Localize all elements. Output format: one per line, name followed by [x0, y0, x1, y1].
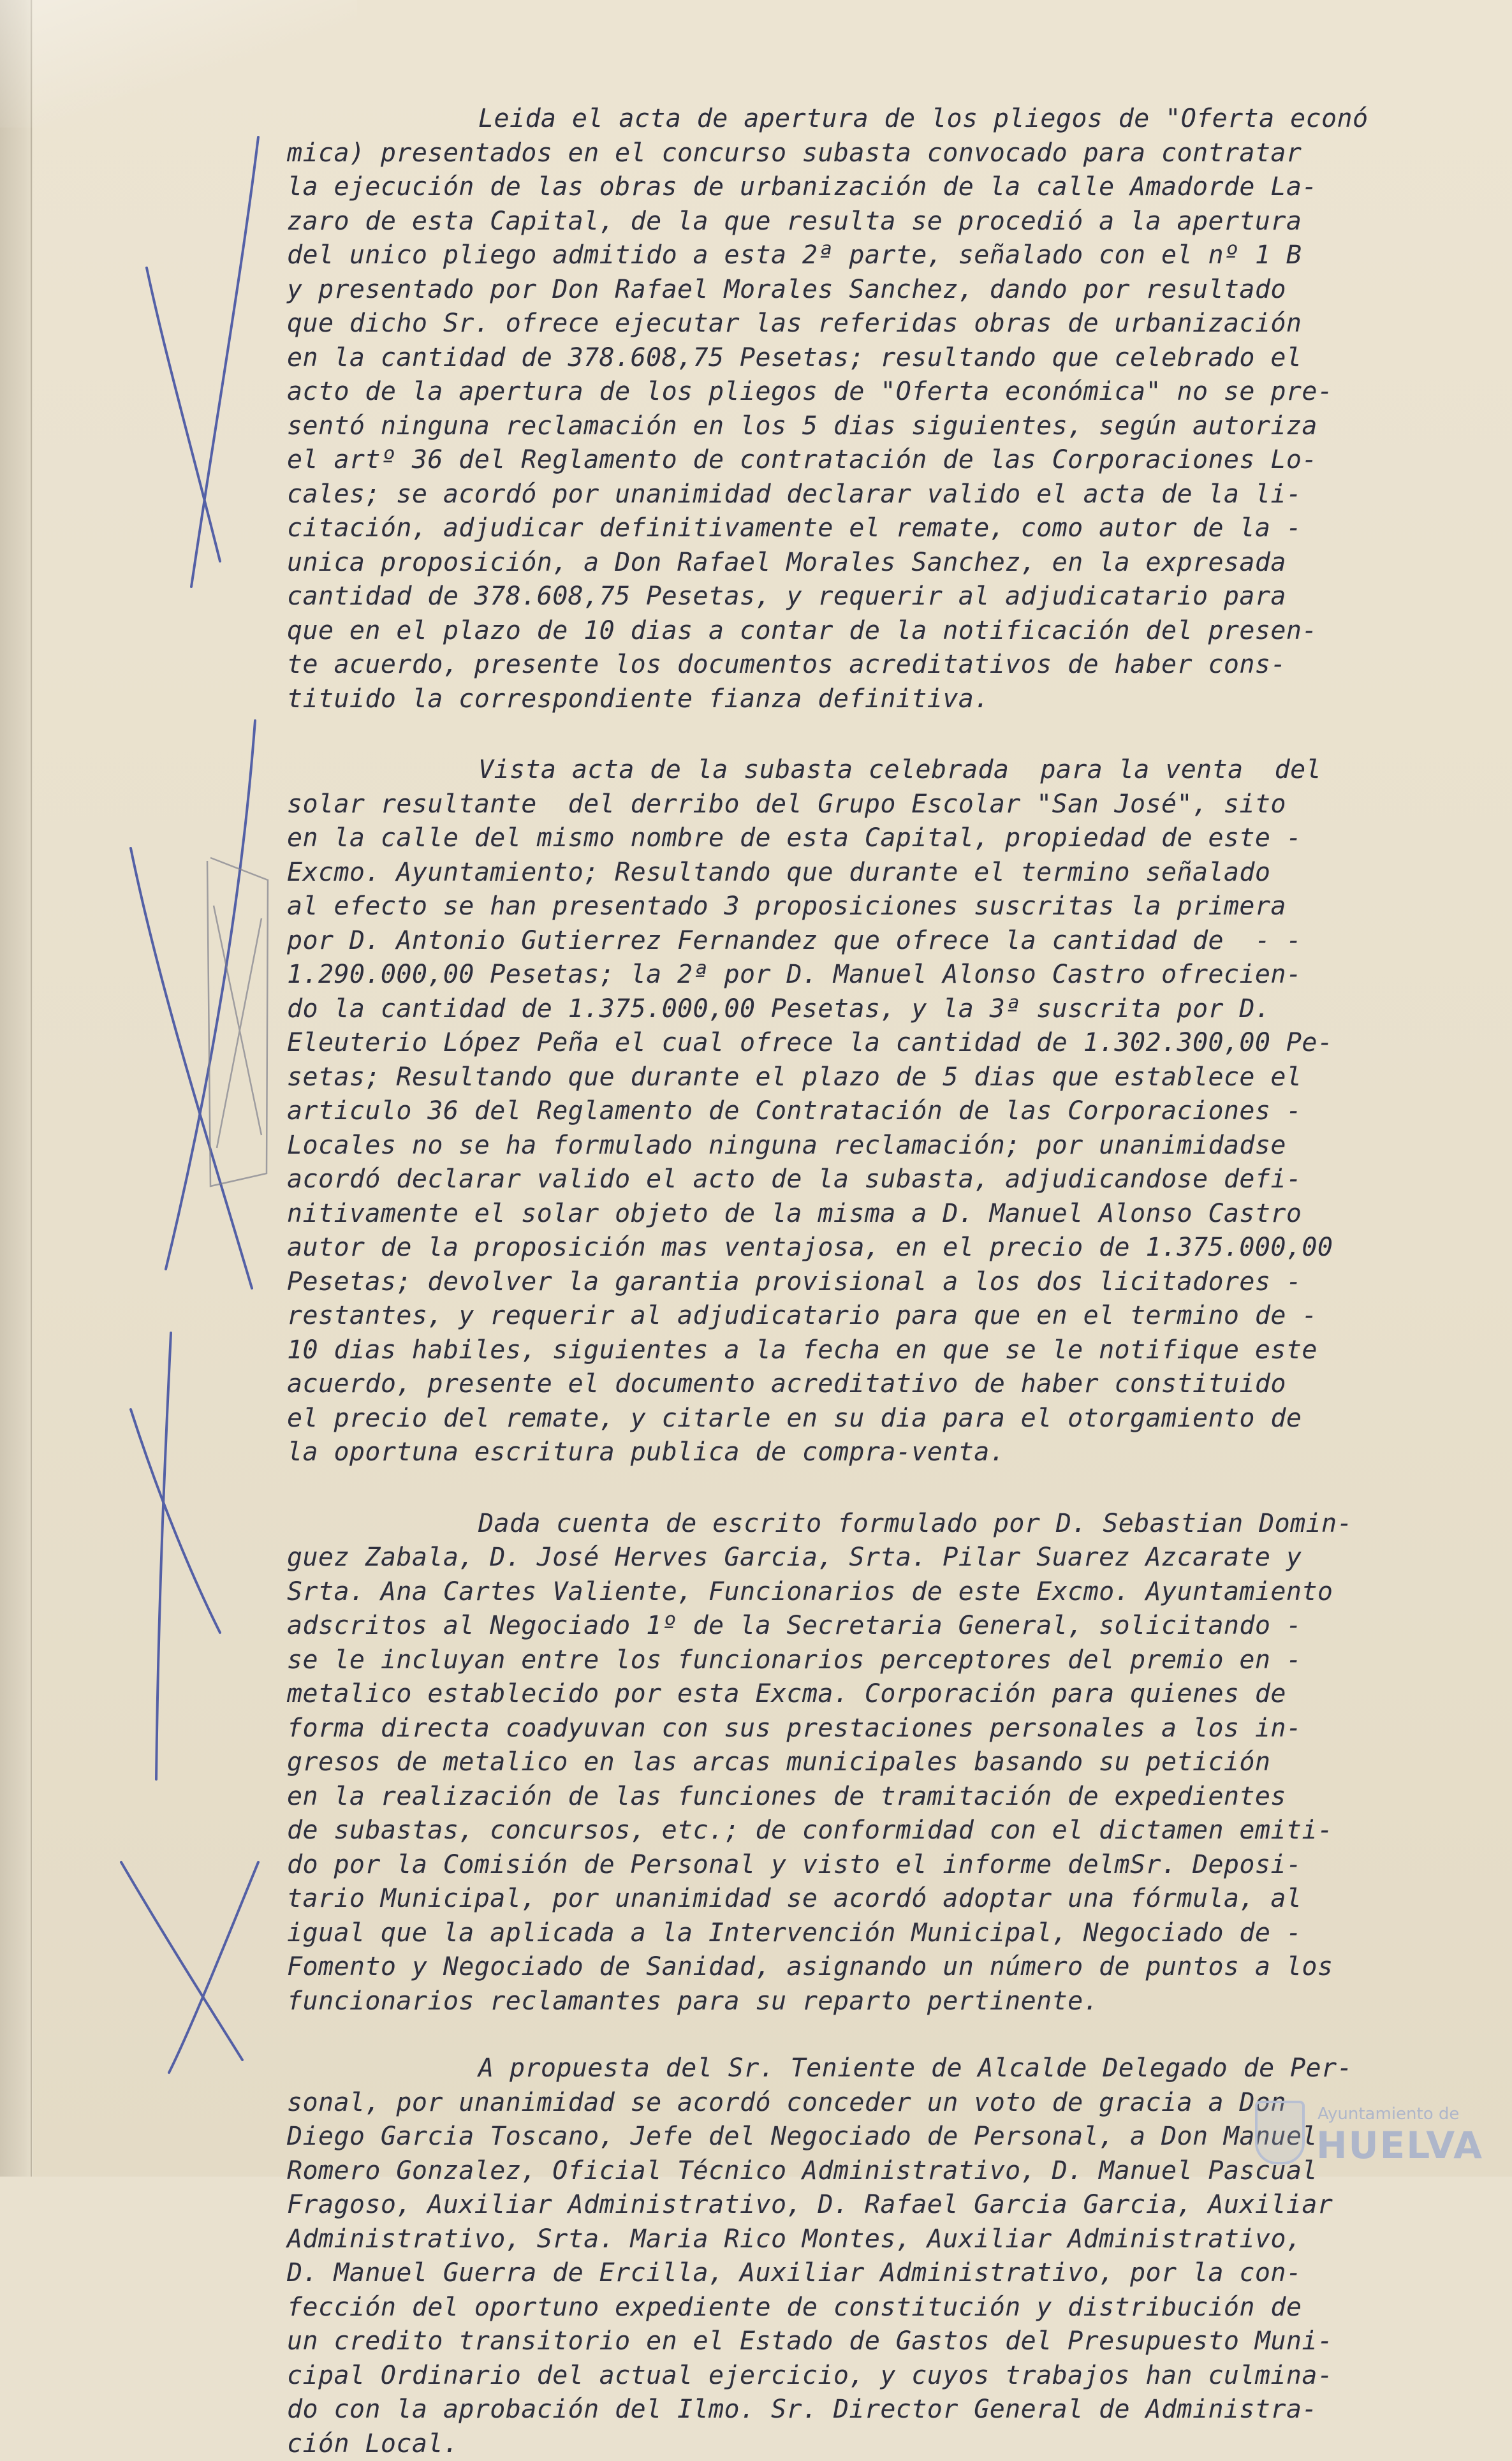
crest-icon [1255, 2101, 1305, 2164]
text-line: do la cantidad de 1.375.000,00 Pesetas, y la 3ª suscrita por D. [287, 992, 1467, 1027]
text-line: que en el plazo de 10 dias a contar de la notificación del presen- [287, 614, 1467, 649]
text-line: Locales no se ha formulado ninguna reclamación; por unanimidadse [287, 1129, 1467, 1163]
text-line: en la cantidad de 378.608,75 Pesetas; resultando que celebrado el [287, 341, 1467, 376]
archive-watermark [1255, 2098, 1510, 2168]
paragraph [287, 1507, 1467, 2019]
cross-mark-4-stroke-b [169, 1862, 258, 2073]
text-line: do por la Comisión de Personal y visto el informe delmSr. Deposi- [287, 1848, 1467, 1883]
text-line: adscritos al Negociado 1º de la Secretaria General, solicitando - [287, 1609, 1467, 1643]
text-line: autor de la proposición mas ventajosa, en el precio de 1.375.000,00 [287, 1231, 1467, 1265]
text-line: Vista acta de la subasta celebrada para la venta del [287, 753, 1467, 788]
text-line: gresos de metalico en las arcas municipales basando su petición [287, 1745, 1467, 1780]
text-line: Srta. Ana Cartes Valiente, Funcionarios de este Excmo. Ayuntamiento [287, 1575, 1467, 1610]
text-line: mica) presentados en el concurso subasta convocado para contratar [287, 136, 1467, 171]
text-line: forma directa coadyuvan con sus prestaciones personales a los in- [287, 1712, 1467, 1746]
cross-mark-4-stroke-a [121, 1862, 242, 2060]
text-line: tario Municipal, por unanimidad se acordó adoptar una fórmula, al [287, 1882, 1467, 1916]
text-line: Pesetas; devolver la garantia provisional a los dos licitadores - [287, 1265, 1467, 1300]
text-line: solar resultante del derribo del Grupo Escolar "San José", sito [287, 788, 1467, 822]
text-line: nitivamente el solar objeto de la misma a D. Manuel Alonso Castro [287, 1197, 1467, 1231]
text-line: citación, adjudicar definitivamente el remate, como autor de la - [287, 511, 1467, 546]
cross-mark-1-stroke-a [147, 268, 220, 561]
binding-edge [0, 0, 33, 2177]
text-line: guez Zabala, D. José Herves Garcia, Srta. Pilar Suarez Azcarate y [287, 1541, 1467, 1575]
text-line: zaro de esta Capital, de la que resulta se procedió a la apertura [287, 205, 1467, 239]
text-line: acordó declarar valido el acto de la subasta, adjudicandose defi- [287, 1163, 1467, 1197]
text-line: del unico pliego admitido a esta 2ª parte, señalado con el nº 1 B [287, 239, 1467, 273]
cross-mark-1-stroke-b [191, 137, 258, 587]
text-line: Romero Gonzalez, Oficial Técnico Administrativo, D. Manuel Pascual [287, 2154, 1467, 2189]
text-line: por D. Antonio Gutierrez Fernandez que ofrece la cantidad de - - [287, 924, 1467, 959]
text-line: en la realización de las funciones de tramitación de expedientes [287, 1780, 1467, 1814]
text-line: Excmo. Ayuntamiento; Resultando que durante el termino señalado [287, 856, 1467, 890]
cross-mark-2-stroke-b [166, 721, 255, 1269]
text-line: al efecto se han presentado 3 proposiciones suscritas la primera [287, 890, 1467, 924]
paragraph [287, 102, 1467, 716]
watermark-big-text: HUELVA [1316, 2124, 1483, 2167]
text-line: la oportuna escritura publica de compra-venta. [287, 1436, 1467, 1470]
text-line: restantes, y requerir al adjudicatario para que en el termino de - [287, 1299, 1467, 1333]
text-line: Leida el acta de apertura de los pliegos de "Oferta econó [287, 102, 1467, 136]
text-line: de subastas, concursos, etc.; de conformidad con el dictamen emiti- [287, 1814, 1467, 1848]
text-line: un credito transitorio en el Estado de Gastos del Presupuesto Muni- [287, 2325, 1467, 2359]
text-line: ción Local. [287, 2427, 1467, 2461]
text-line: te acuerdo, presente los documentos acreditativos de haber cons- [287, 648, 1467, 682]
text-line: Fomento y Negociado de Sanidad, asignando un número de puntos a los [287, 1950, 1467, 1985]
text-line: acto de la apertura de los pliegos de "Oferta económica" no se pre- [287, 375, 1467, 409]
fold-line [31, 0, 32, 2177]
pencil-box-mark [207, 858, 268, 1186]
text-line: Eleuterio López Peña el cual ofrece la cantidad de 1.302.300,00 Pe- [287, 1026, 1467, 1061]
text-line: do con la aprobación del Ilmo. Sr. Director General de Administra- [287, 2393, 1467, 2427]
text-line: Administrativo, Srta. Maria Rico Montes, Auxiliar Administrativo, [287, 2222, 1467, 2257]
cross-mark-3-stroke-b [156, 1333, 171, 1779]
text-line: Diego Garcia Toscano, Jefe del Negociado de Personal, a Don Manuel [287, 2120, 1467, 2154]
text-line: igual que la aplicada a la Intervención Municipal, Negociado de - [287, 1916, 1467, 1951]
text-line: tituido la correspondiente fianza definitiva. [287, 682, 1467, 717]
text-line: en la calle del mismo nombre de esta Capital, propiedad de este - [287, 821, 1467, 856]
text-line: Fragoso, Auxiliar Administrativo, D. Rafael Garcia Garcia, Auxiliar [287, 2188, 1467, 2222]
text-line: cales; se acordó por unanimidad declarar valido el acta de la li- [287, 478, 1467, 512]
text-line: sonal, por unanimidad se acordó conceder un voto de gracia a Don [287, 2086, 1467, 2120]
text-line: 1.290.000,00 Pesetas; la 2ª por D. Manuel Alonso Castro ofrecien- [287, 958, 1467, 992]
watermark-small-text: Ayuntamiento de [1317, 2105, 1459, 2124]
text-line: el precio del remate, y citarle en su dia para el otorgamiento de [287, 1402, 1467, 1436]
text-line: D. Manuel Guerra de Ercilla, Auxiliar Administrativo, por la con- [287, 2256, 1467, 2291]
text-line: y presentado por Don Rafael Morales Sanchez, dando por resultado [287, 273, 1467, 307]
text-line: el artº 36 del Reglamento de contratación de las Corporaciones Lo- [287, 443, 1467, 478]
paragraph [287, 753, 1467, 1470]
text-line: acuerdo, presente el documento acreditativo de haber constituido [287, 1367, 1467, 1402]
text-line: se le incluyan entre los funcionarios perceptores del premio en - [287, 1643, 1467, 1678]
cross-mark-3-stroke-a [131, 1409, 220, 1633]
text-line: metalico establecido por esta Excma. Corporación para quienes de [287, 1677, 1467, 1712]
text-line: fección del oportuno expediente de constitución y distribución de [287, 2291, 1467, 2325]
text-line: sentó ninguna reclamación en los 5 dias siguientes, según autoriza [287, 409, 1467, 444]
text-line: articulo 36 del Reglamento de Contratación de las Corporaciones - [287, 1094, 1467, 1129]
text-line: que dicho Sr. ofrece ejecutar las referidas obras de urbanización [287, 307, 1467, 341]
text-line: funcionarios reclamantes para su reparto pertinente. [287, 1985, 1467, 2019]
text-line: A propuesta del Sr. Teniente de Alcalde Delegado de Per- [287, 2052, 1467, 2086]
paragraph-gap [287, 2018, 1467, 2052]
text-line: cantidad de 378.608,75 Pesetas, y requerir al adjudicatario para [287, 580, 1467, 614]
paragraph-gap [287, 716, 1467, 753]
text-line: setas; Resultando que durante el plazo de 5 dias que establece el [287, 1061, 1467, 1095]
text-line: unica proposición, a Don Rafael Morales Sanchez, en la expresada [287, 546, 1467, 580]
cross-mark-2-stroke-a [131, 848, 252, 1288]
text-line: 10 dias habiles, siguientes a la fecha en que se le notifique este [287, 1333, 1467, 1368]
paragraph-gap [287, 1470, 1467, 1507]
text-line: cipal Ordinario del actual ejercicio, y cuyos trabajos han culmina- [287, 2359, 1467, 2393]
text-line: la ejecución de las obras de urbanización de la calle Amadorde La- [287, 170, 1467, 205]
text-line: Dada cuenta de escrito formulado por D. Sebastian Domin- [287, 1507, 1467, 1541]
